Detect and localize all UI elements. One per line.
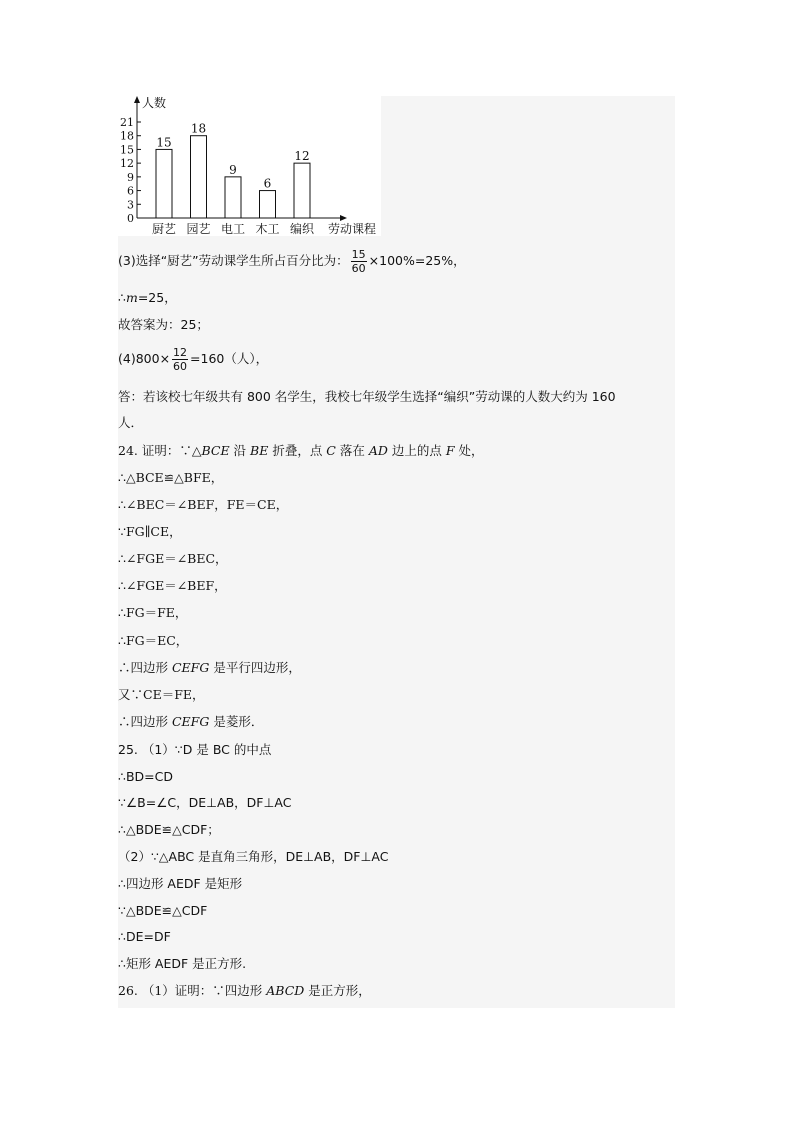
y-tick-label: 6 — [127, 184, 134, 198]
step: ∵△BDE≌△CDF — [118, 903, 208, 918]
line-reply-cont: 人． — [118, 415, 144, 430]
text: 是平行四边形， — [209, 660, 301, 675]
category-label: 电工 — [220, 222, 246, 236]
denominator: 60 — [351, 262, 366, 275]
step: （2）∵△ABC 是直角三角形，DE⊥AB，DF⊥AC — [118, 849, 389, 864]
text: 落在 — [335, 443, 369, 458]
numerator: 12 — [173, 346, 188, 359]
text: ×100%=25%， — [368, 253, 466, 268]
x-axis-arrow-icon — [340, 215, 347, 221]
text: ∴ — [118, 290, 126, 305]
variable: C — [326, 443, 336, 458]
variable: CEFG — [171, 660, 210, 675]
bar — [294, 163, 310, 218]
step: ∴FG＝FE， — [118, 605, 188, 620]
y-tick-label: 18 — [120, 129, 134, 143]
category-label: 编织 — [289, 222, 315, 236]
bar-chart-svg — [118, 96, 381, 236]
line-3 — [118, 248, 466, 275]
category-label: 园艺 — [186, 222, 211, 236]
step: ∵∠B=∠C，DE⊥AB，DF⊥AC — [118, 795, 292, 810]
text: 24. 证明：∵△ — [118, 443, 202, 458]
category-label: 厨艺 — [151, 222, 177, 236]
variable: F — [445, 443, 455, 458]
problem-24 — [118, 442, 484, 460]
y-tick-label: 15 — [120, 143, 134, 157]
text: ∴四边形 — [118, 660, 172, 675]
bar-chart — [118, 96, 381, 236]
text: 折叠，点 — [268, 443, 327, 458]
text: (4)800× — [118, 351, 171, 366]
step — [118, 713, 263, 731]
text: 是正方形， — [304, 983, 371, 998]
bar — [260, 191, 276, 218]
step: ∴BD=CD — [118, 769, 173, 784]
step: ∴DE=DF — [118, 929, 171, 944]
y-axis-arrow-icon — [134, 96, 140, 103]
step: ∴∠FGE＝∠BEC， — [118, 551, 228, 566]
fraction — [172, 346, 188, 373]
step: ∴矩形 AEDF 是正方形. — [118, 956, 247, 971]
variable: BE — [250, 443, 269, 458]
bar — [156, 149, 172, 218]
text: =25， — [137, 290, 177, 305]
y-tick-label: 21 — [120, 116, 134, 129]
text: 处， — [454, 443, 484, 458]
step: ∴∠FGE＝∠BEF， — [118, 578, 227, 593]
data-label: 12 — [294, 149, 310, 164]
y-tick-label: 3 — [127, 198, 134, 212]
problem-26 — [118, 982, 371, 1000]
step: ∴△BDE≌△CDF； — [118, 822, 220, 837]
step: ∴FG＝EC， — [118, 633, 189, 648]
line-4 — [118, 346, 268, 373]
variable: m — [125, 290, 138, 305]
variable: AD — [368, 443, 388, 458]
bar — [191, 136, 207, 218]
text: ∴四边形 — [118, 714, 172, 729]
line-reply: 答：若该校七年级共有 800 名学生，我校七年级学生选择“编织”劳动课的人数大约为 160 — [118, 389, 616, 404]
data-label: 9 — [229, 162, 237, 177]
variable: CEFG — [171, 714, 210, 729]
step — [118, 659, 301, 677]
variable: BCE — [201, 443, 230, 458]
line-answer: 故答案为：25； — [118, 317, 209, 332]
numerator: 15 — [351, 248, 366, 261]
y-tick-label: 0 — [127, 212, 134, 225]
step: ∴∠BEC＝∠BEF，FE＝CE， — [118, 497, 289, 512]
y-tick-label: 12 — [120, 157, 134, 171]
bar — [225, 177, 241, 218]
problem-25: 25. （1）∵D 是 BC 的中点 — [118, 742, 272, 757]
step: ∴四边形 AEDF 是矩形 — [118, 876, 243, 891]
x-axis-label: 劳动课程 — [328, 222, 377, 236]
text: =160（人）， — [190, 351, 269, 366]
fraction — [351, 248, 367, 275]
step: ∵FG∥CE， — [118, 524, 182, 539]
text: (3)选择“厨艺”劳动课学生所占百分比为： — [118, 253, 349, 268]
data-label: 6 — [263, 176, 272, 191]
text: 是菱形． — [209, 714, 264, 729]
data-label: 18 — [190, 121, 207, 136]
line-m — [118, 289, 177, 307]
text: 边上的点 — [387, 443, 446, 458]
step: 又∵CE＝FE， — [118, 687, 205, 702]
data-label: 15 — [156, 135, 172, 150]
denominator: 60 — [173, 360, 188, 373]
y-tick-label: 9 — [127, 170, 134, 184]
text: 26. （1）证明：∵四边形 — [118, 983, 267, 998]
step: ∴△BCE≌△BFE， — [118, 470, 224, 485]
text: 沿 — [229, 443, 251, 458]
category-label: 木工 — [255, 222, 280, 236]
y-axis-label: 人数 — [142, 96, 167, 110]
variable: ABCD — [266, 983, 305, 998]
